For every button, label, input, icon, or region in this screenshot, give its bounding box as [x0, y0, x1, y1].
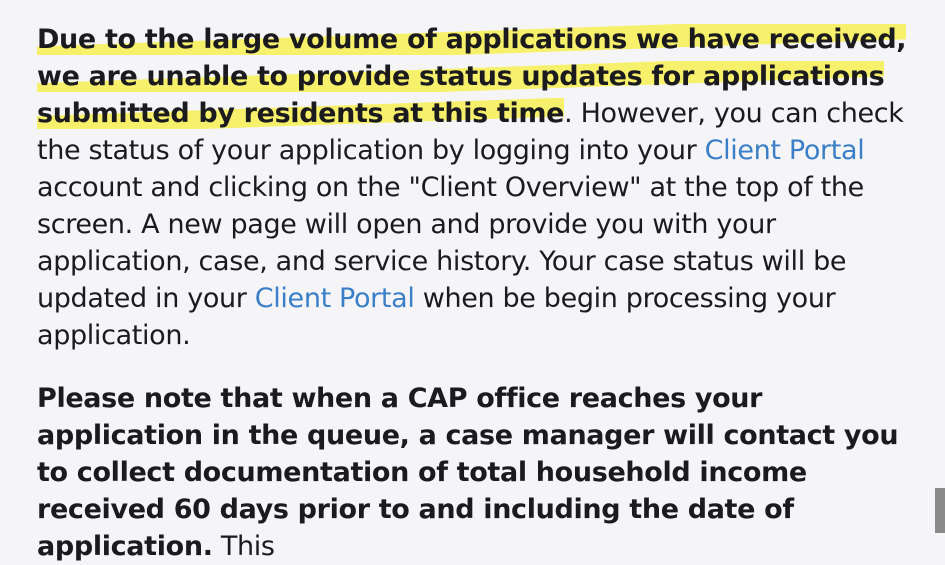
status-notice-paragraph	[37, 21, 917, 354]
scrollbar[interactable]	[935, 0, 945, 533]
cap-office-note-text: This	[212, 531, 275, 562]
cap-office-note-paragraph	[37, 380, 917, 565]
client-portal-link-2[interactable]: Client Portal	[254, 283, 415, 314]
scrollbar-thumb[interactable]	[935, 488, 945, 533]
instruction-text-continued: account and clicking on the "Client Overview" at the top of the screen. A new page will open and provide you with your application, case, and service history. Your case status will be updated in your	[37, 172, 864, 314]
instruction-text: However, you can check the status of your application by logging into your	[37, 98, 904, 166]
cap-office-note-bold: Please note that when a CAP office reaches your application in the queue, a case manager will contact you to collect documentation of total household income received 60 days prior to and including the date of application.	[37, 383, 899, 562]
client-portal-link[interactable]: Client Portal	[704, 135, 865, 166]
instruction-text-end: when be begin processing your application.	[37, 283, 836, 351]
highlighted-notice-text: Due to the large volume of applications we have received, we are unable to provide status updates for applications submitted by residents at this time	[37, 24, 907, 129]
notice-period: .	[564, 98, 573, 129]
